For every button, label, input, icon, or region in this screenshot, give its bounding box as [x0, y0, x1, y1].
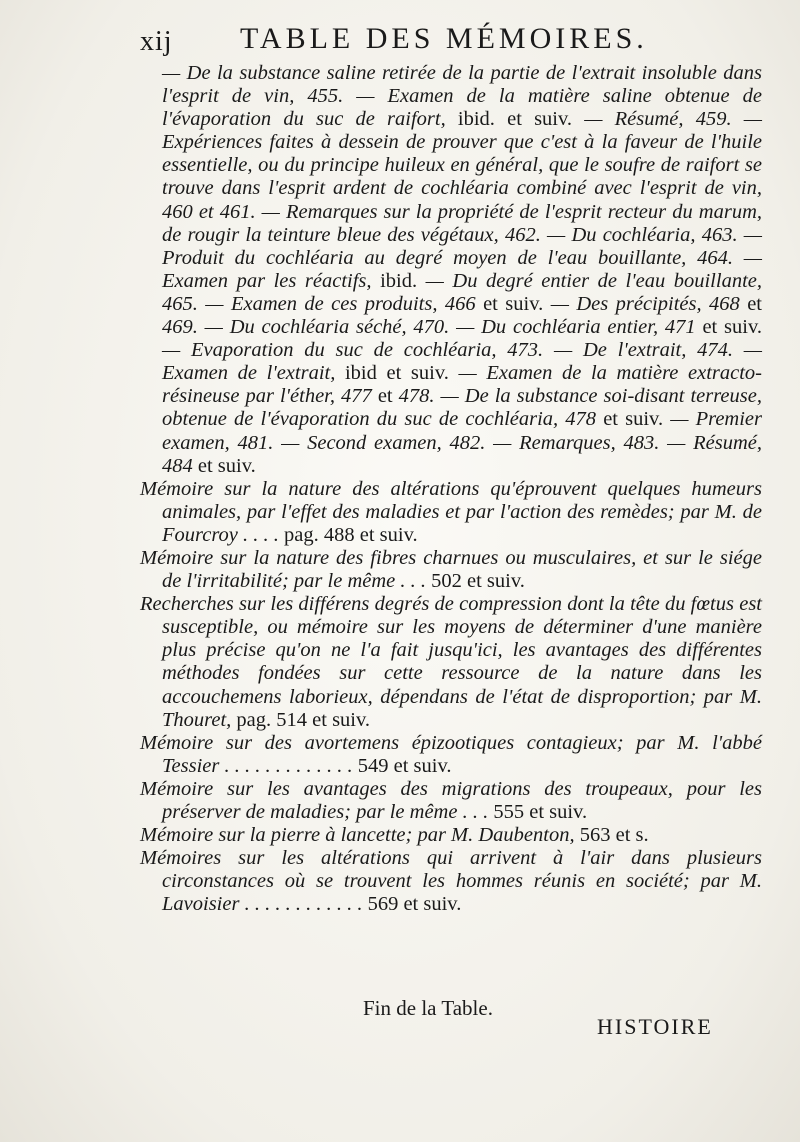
end-of-table-note: Fin de la Table.: [363, 996, 493, 1020]
memoir-page-ref: 549 et suiv.: [357, 754, 452, 777]
table-body: [140, 62, 762, 916]
memoir-page-ref: pag. 514 et suiv.: [236, 708, 371, 731]
page-number: xij: [140, 26, 173, 57]
memoir-page-ref: 502 et suiv.: [431, 570, 525, 593]
continuation-ref: ibid.: [380, 269, 418, 292]
continuation-ref: et suiv.: [702, 316, 762, 339]
continuation-text: — De la substance saline retirée de la partie de l'extrait insoluble dans l'esprit de vin, 455. — Examen de la matière saline obtenue de l'évaporation du suc de raifort,: [162, 62, 762, 131]
memoir-entry: [140, 732, 762, 778]
memoir-page-ref: 555 et suiv.: [493, 801, 588, 823]
memoir-title: Mémoires sur les altérations qui arrivent à l'air dans plusieurs circonstances où se trouvent les hommes réunis en société; par M. Lavoisier . . . . . . . . . . . .: [140, 847, 762, 916]
continuation-ref: ibid. et suiv.: [457, 108, 573, 131]
contents-continuation: [140, 62, 762, 478]
continuation-text: — Examen de la matière extracto-résineuse par l'éther, 477: [162, 362, 763, 408]
memoir-title: Mémoire sur la nature des altérations qu'éprouvent quelques humeurs animales, par l'effet des maladies et par l'action des remèdes; par M. de Fourcroy . . . .: [140, 477, 762, 546]
continuation-text: — Du degré entier de l'eau bouillante, 465. — Examen de ces produits, 466: [162, 269, 762, 315]
memoir-page-ref: 569 et suiv.: [367, 893, 462, 916]
memoir-entry: [140, 778, 762, 824]
memoir-entry: [140, 593, 762, 732]
memoir-entry: [140, 847, 762, 916]
continuation-text: — Premier examen, 481. — Second examen, 482. — Remarques, 483. — Résumé, 484: [162, 408, 763, 477]
memoir-page-ref: pag. 488 et suiv.: [284, 523, 418, 546]
continuation-ref: et suiv.: [197, 454, 256, 477]
memoir-title: Mémoire sur la pierre à lancette; par M. Daubenton,: [140, 824, 580, 847]
continuation-text: — Résumé, 459. — Expériences faites à dessein de prouver que c'est à la faveur de l'huile essentielle, ou du principe huileux en général, que le soufre de raifort se trouve dans l'esprit ardent de cochléaria combiné avec l'esprit de vin, 460 et 461. — Remarques sur la propriété de l'esprit recteur du marum, de rougir la teinture bleue des végétaux, 462. — Du cochléaria, 463. — Produit du cochléaria au degré moyen de l'eau bouillante, 464. — Examen par les réactifs,: [162, 108, 762, 292]
continuation-text: — Des précipités, 468: [543, 292, 748, 315]
continuation-ref: et: [377, 385, 393, 408]
continuation-ref: et: [747, 292, 762, 315]
page-header: [140, 22, 760, 62]
memoir-entry: [140, 824, 762, 847]
memoir-entry: [140, 478, 762, 547]
memoir-title: Mémoire sur la nature des fibres charnues ou musculaires, et sur le siége de l'irritabilité; par le même . . .: [140, 546, 762, 593]
catchword: HISTOIRE: [597, 1014, 713, 1039]
memoir-title: Mémoire sur des avortemens épizootiques contagieux; par M. l'abbé Tessier . . . . . . . . . . . . .: [140, 731, 762, 777]
continuation-text: — Evaporation du suc de cochléaria, 473. — De l'extrait, 474. — Examen de l'extrait,: [162, 339, 762, 385]
memoir-title: Mémoire sur les avantages des migrations des troupeaux, pour les préserver de maladies; par le même . . .: [140, 777, 762, 823]
continuation-ref: ibid et suiv.: [344, 362, 449, 385]
memoir-page-ref: 563 et s.: [579, 824, 649, 847]
continuation-text: 478. — De la substance soi-disant terreuse, obtenue de l'évaporation du suc de cochléaria, 478: [162, 385, 762, 431]
memoir-entry: [140, 547, 762, 593]
continuation-text: 469. — Du cochléaria séché, 470. — Du cochléaria entier, 471: [162, 316, 703, 339]
continuation-ref: et suiv.: [483, 292, 544, 315]
memoir-title: Recherches sur les différens degrés de compression dont la tête du fœtus est susceptible, ou mémoire sur les moyens de déterminer d'une manière plus précise qu'on ne l'a fait jusqu'ici, les avantages des différentes méthodes fondées sur cette ressource de la nature dans les accouchemens laborieux, dépendans de l'état de disproportion; par M. Thouret,: [140, 593, 762, 731]
continuation-ref: et suiv.: [603, 408, 664, 431]
running-title: TABLE DES MÉMOIRES.: [240, 22, 648, 55]
